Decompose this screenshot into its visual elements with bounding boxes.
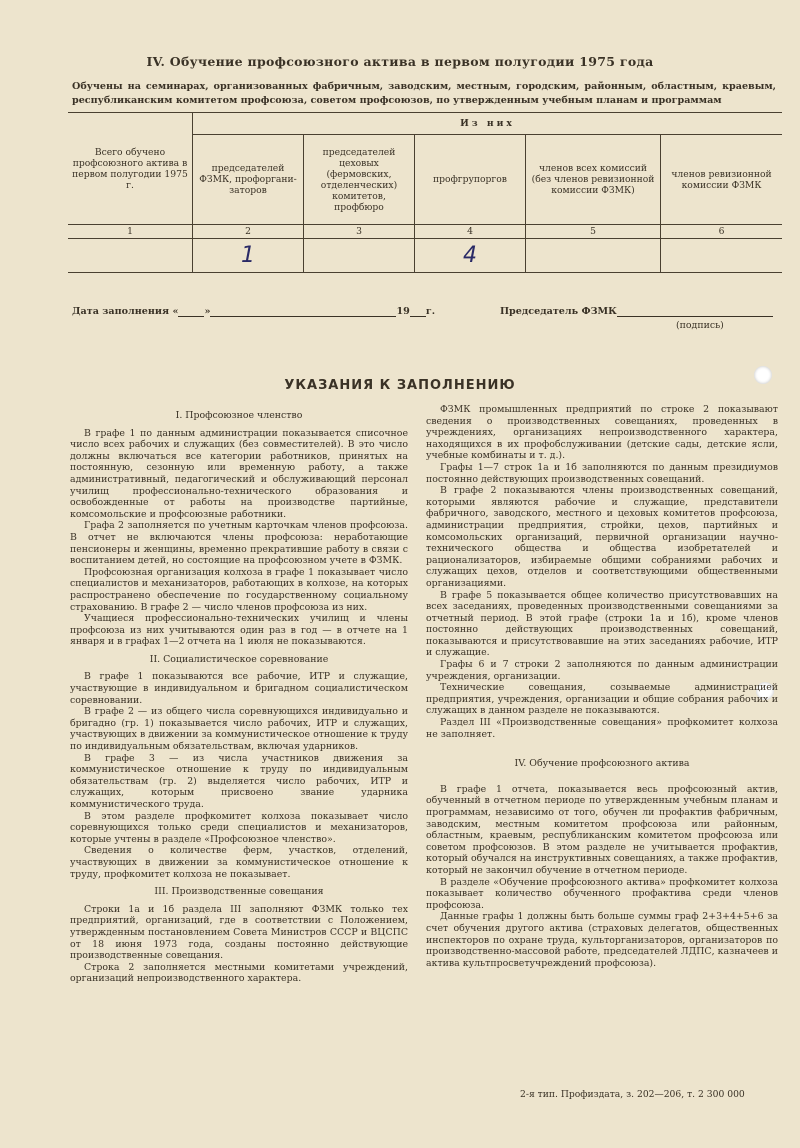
year-label: 19 xyxy=(396,306,410,317)
section-1-title: I. Профсоюзное членство xyxy=(175,410,303,421)
date-label: Дата заполнения « xyxy=(72,306,179,317)
paragraph: В графе 2 показываются члены производственных совещаний, которыми являются рабочие и служащие, представители фабричного, заводского, местного и цеховых комитетов профсоюза, администрации предприятия, стройки, цехов, партийных и комсомольских организаций, первичной организации научно-технического общества и общества изобретателей и рационализаторов, избираемые общими собраниями рабочих и служащих цехов, отделов и соответствующими общественными организациями. xyxy=(426,485,778,589)
date-day-line[interactable] xyxy=(178,316,204,317)
paragraph: В графе 3 — из числа участников движения за коммунистическое отношение к труду по индивидуальным обязательствам (гр. 2) выделяется число рабочих, ИТР и служащих, которым присвоено звание ударника коммунистического труда. xyxy=(70,752,408,810)
paragraph: Графы 1—7 строк 1а и 1б заполняются по данным президиумов постоянно действующих производственных совещаний. xyxy=(426,461,778,485)
year-line[interactable] xyxy=(410,316,426,317)
paragraph: В графе 5 показывается общее количество присутствовавших на всех заседаниях, проведенных производственными совещаниями за отчетный период. В этой графе (строки 1а и 1б), кроме членов постоянно действующих производственных совещаний, показываются и присутствовавшие на этих заседаниях рабочие, ИТР и служащие. xyxy=(426,589,778,659)
instructions-left-column xyxy=(70,404,408,985)
instructions-title: УКАЗАНИЯ К ЗАПОЛНЕНИЮ xyxy=(284,378,516,393)
paragraph: Строка 2 заполняется местными комитетами учреждений, организаций непроизводственного характера. xyxy=(70,961,408,985)
signature-line[interactable] xyxy=(617,316,773,317)
paragraph: Учащиеся профессионально-технических училищ и члены профсоюза из них учитываются один раз в год — в отчете на 1 января и в графах 1—2 отчета на 1 июля не показываются. xyxy=(70,613,408,648)
paragraph: Строки 1а и 1б раздела III заполняют ФЗМК только тех предприятий, организаций, где в соответствии с Положением, утвержденным постановлением Совета Министров СССР и ВЦСПС от 18 июня 1973 года, созданы постоянно действующие производственные совещания. xyxy=(70,903,408,962)
paragraph: В графе 2 — из общего числа соревнующихся индивидуально и бригадно (гр. 1) показывается число рабочих, ИТР и служащих, участвующих в движении за коммунистическое отношение к труду по индивидуальным обязательствам, включая ударников. xyxy=(70,706,408,753)
value-cell-2[interactable]: 1 xyxy=(193,239,304,273)
value-cell-6[interactable] xyxy=(661,239,783,273)
year-suffix: г. xyxy=(425,306,436,317)
value-cell-1[interactable] xyxy=(68,239,193,273)
paragraph: Раздел III «Производственные совещания» профкомитет колхоза не заполняет. xyxy=(426,717,778,740)
instructions-right-column xyxy=(426,404,778,969)
paragraph: В этом разделе профкомитет колхоза показывает число соревнующихся только среди специалистов и механизаторов, которые учтены в разделе «Профсоюзное членство». xyxy=(70,810,408,845)
col-header-5: членов всех комиссий (без членов ревизионной комиссии ФЗМК) xyxy=(526,135,661,225)
group-header: Из них xyxy=(193,113,783,135)
signature-note: (подпись) xyxy=(676,320,724,331)
paragraph: Графы 6 и 7 строки 2 заполняются по данным администрации учреждения, организации. xyxy=(426,659,778,682)
col-number-4: 4 xyxy=(415,225,526,239)
col-header-4: профгрупоргов xyxy=(415,135,526,225)
col-number-6: 6 xyxy=(661,225,783,239)
paragraph: Профсоюзная организация колхоза в графе 1 показывает число специалистов и механизаторов, работающих в колхозе, на которых распространено обеспечение по государственному социальному страхованию. В графе 2 — число членов профсоюза из них. xyxy=(70,566,408,613)
chairman-field xyxy=(500,306,773,317)
col-number-3: 3 xyxy=(304,225,415,239)
paragraph: В графе 1 по данным администрации показывается списочное число всех рабочих и служащих (без совместителей). В это число должны включаться все категории работников, принятых на постоянную, сезонную или временную работу, а также административный, педагогический и обслуживающий персонал училищ профессионально-технического образования и освобожденные от работы на производстве партийные, комсомольские и профсоюзные работники. xyxy=(70,427,408,520)
training-table xyxy=(68,112,782,273)
section-4-title: IV. Обучение профсоюзного актива xyxy=(514,758,690,770)
date-field xyxy=(72,306,435,317)
paragraph: В графе 1 показываются все рабочие, ИТР и служащие, участвующие в индивидуальном и бригадном социалистическом соревновании. xyxy=(70,671,408,706)
value-cell-5[interactable] xyxy=(526,239,661,273)
paragraph: Графа 2 заполняется по учетным карточкам членов профсоюза. В отчет не включаются члены профсоюза: неработающие пенсионеры и женщины, временно прекратившие работу в связи с воспитанием детей, но состоящие на профсоюзном учете в ФЗМК. xyxy=(70,520,408,567)
value-cell-4[interactable]: 4 xyxy=(415,239,526,273)
paragraph: Данные графы 1 должны быть больше суммы граф 2+3+4+5+6 за счет обучения другого актива (страховых делегатов, общественных инспекторов по охране труда, культорганизаторов, организаторов по производственно-массовой работе, председателей ЛДПС, казначеев и актива культпросветучреждений профсоюза). xyxy=(426,911,778,969)
paragraph: Технические совещания, созываемые администрацией предприятия, учреждения, организации и общие собрания рабочих и служащих в данном разделе не показываются. xyxy=(426,682,778,717)
printer-imprint: 2-я тип. Профиздата, з. 202—206, т. 2 300 000 xyxy=(520,1089,745,1100)
paragraph: Сведения о количестве ферм, участков, отделений, участвующих в движении за коммунистическое отношение к труду, профкомитет колхоза не показывает. xyxy=(70,845,408,880)
paragraph: ФЗМК промышленных предприятий по строке 2 показывают сведения о производственных совещаниях, проведенных в учреждениях, организациях непроизводственного характера, находящихся в их профобслуживании (детские сады, детские ясли, учебные комбинаты и т. д.). xyxy=(426,404,778,462)
value-cell-3[interactable] xyxy=(304,239,415,273)
paragraph: В графе 1 отчета, показывается весь профсоюзный актив, обученный в отчетном периоде по утвержденным учебным планам и программам, независимо от того, обучен ли профактив фабричным, заводским, местным комитетом профсоюза или районным, областным, краевым, республиканским комитетом профсоюза или советом профсоюзов. В этом разделе не учитывается профактив, который обучался на инструктивных совещаниях, а также профактив, который не закончил обучение в отчетном периоде. xyxy=(426,783,778,876)
section-title: IV. Обучение профсоюзного актива в первом полугодии 1975 года xyxy=(146,54,654,69)
col-header-2: председателей ФЗМК, профоргани-заторов xyxy=(193,135,304,225)
section-intro: Обучены на семинарах, организованных фабричным, заводским, местным, городским, районным, областным, краевым, республиканским комитетом профсоюза, советом профсоюзов, по утвержденным учебным планам и программам xyxy=(72,81,776,106)
section-3-title: III. Производственные совещания xyxy=(154,886,324,898)
col-number-5: 5 xyxy=(526,225,661,239)
col-header-6: членов ревизионной комиссии ФЗМК xyxy=(661,135,783,225)
section-2-title: II. Социалистическое соревнование xyxy=(149,653,329,665)
col-total-header: Всего обучено профсоюзного актива в первом полугодии 1975 г. xyxy=(68,113,193,225)
date-quote: » xyxy=(204,306,211,317)
paragraph: В разделе «Обучение профсоюзного актива» профкомитет колхоза показывает количество обученного профактива среди членов профсоюза. xyxy=(426,876,778,911)
chairman-label: Председатель ФЗМК xyxy=(500,306,617,317)
col-number-1: 1 xyxy=(68,225,193,239)
col-number-2: 2 xyxy=(193,225,304,239)
date-month-line[interactable] xyxy=(210,316,396,317)
col-header-3: председателей цеховых (фермовских, отделенческих) комитетов, профбюро xyxy=(304,135,415,225)
